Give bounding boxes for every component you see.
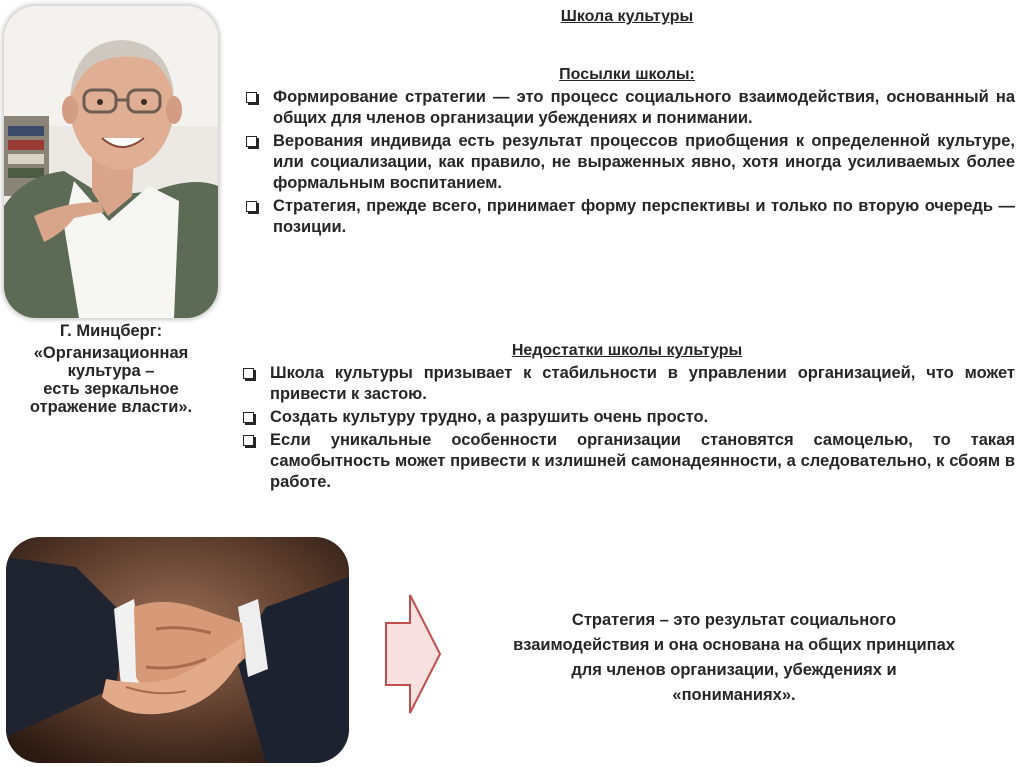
list-item bbox=[243, 131, 1015, 194]
premises-heading: Посылки школы: bbox=[559, 66, 695, 83]
square-bullet-icon bbox=[246, 136, 257, 147]
conclusion-line: «пониманиях». bbox=[672, 686, 796, 704]
conclusion-line: взаимодействия и она основана на общих принципах bbox=[513, 636, 955, 654]
square-bullet-icon bbox=[246, 201, 257, 212]
conclusion-text bbox=[456, 608, 1012, 708]
list-item bbox=[243, 196, 1015, 238]
handshake-photo bbox=[6, 537, 349, 763]
square-bullet-icon bbox=[243, 368, 254, 379]
author-quote bbox=[0, 344, 222, 416]
quote-line: «Организационная bbox=[33, 344, 189, 362]
drawbacks-heading: Недостатки школы культуры bbox=[511, 342, 743, 359]
list-item bbox=[240, 407, 1015, 428]
conclusion-line: для членов организации, убеждениях и bbox=[571, 661, 897, 679]
drawbacks-list bbox=[240, 363, 1015, 495]
quote-line: отражение власти». bbox=[29, 398, 193, 416]
square-bullet-icon bbox=[246, 92, 257, 103]
quote-line: культура – bbox=[67, 362, 155, 380]
portrait-illustration bbox=[4, 6, 218, 318]
slide-title: Школа культуры bbox=[560, 8, 694, 25]
list-item bbox=[240, 363, 1015, 405]
premises-list bbox=[243, 87, 1015, 240]
list-item-text: Стратегия, прежде всего, принимает форму перспективы и только по вторую очередь — позиции. bbox=[273, 197, 1015, 236]
square-bullet-icon bbox=[243, 435, 254, 446]
list-item-text: Если уникальные особенности организации становятся самоцелью, то такая самобытность может привести к излишней самонадеянности, а следовательно, к сбоям в работе. bbox=[270, 431, 1015, 491]
author-caption bbox=[0, 322, 222, 416]
conclusion-line: Стратегия – это результат социального bbox=[571, 611, 897, 629]
right-arrow-icon bbox=[384, 593, 442, 715]
list-item-text: Формирование стратегии — это процесс социального взаимодействия, основанный на общих для членов организации убеждениях и понимании. bbox=[273, 88, 1015, 127]
portrait-photo bbox=[4, 6, 218, 318]
list-item bbox=[240, 430, 1015, 493]
list-item-text: Создать культуру трудно, а разрушить очень просто. bbox=[270, 408, 709, 426]
handshake-illustration bbox=[6, 537, 349, 763]
list-item-text: Верования индивида есть результат процессов приобщения к определенной культуре, или социализации, как правило, не выраженных явно, хотя иногда усиливаемых более формальным воспитанием. bbox=[273, 132, 1015, 192]
quote-line: есть зеркальное bbox=[43, 380, 179, 398]
list-item bbox=[243, 87, 1015, 129]
square-bullet-icon bbox=[243, 412, 254, 423]
list-item-text: Школа культуры призывает к стабильности в управлении организацией, что может привести к застою. bbox=[270, 364, 1015, 403]
author-name: Г. Минцберг: bbox=[59, 322, 163, 340]
